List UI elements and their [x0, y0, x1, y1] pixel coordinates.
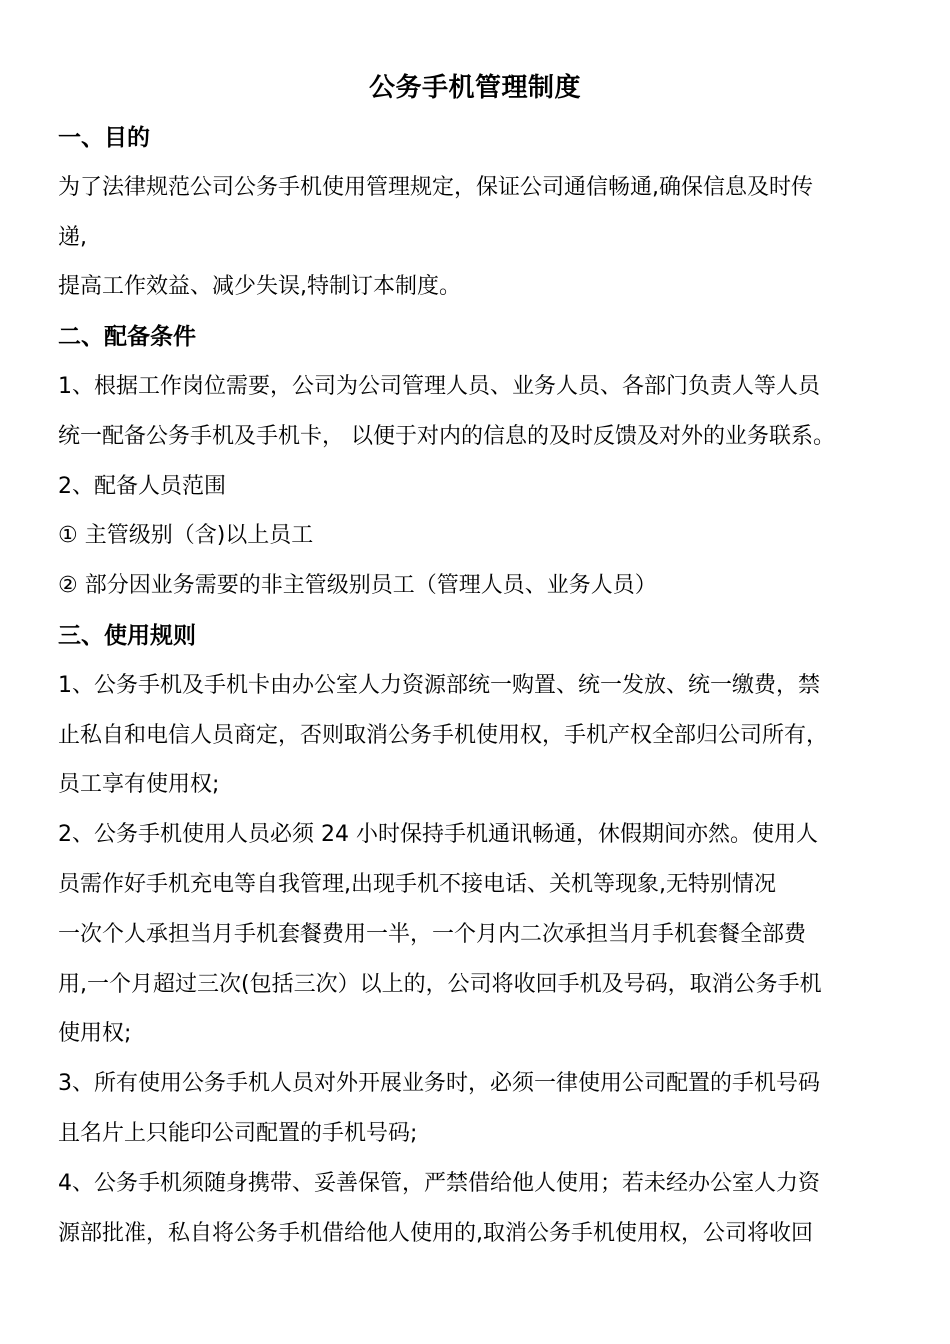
paragraph-line: 且名片上只能印公司配置的手机号码;	[58, 1121, 418, 1146]
section-heading: 三、使用规则	[58, 623, 196, 649]
section-heading: 一、目的	[58, 125, 150, 151]
paragraph-line: 提高工作效益、减少失误,特制订本制度。	[58, 274, 461, 299]
paragraph-line: 员工享有使用权;	[58, 772, 220, 797]
paragraph-line: 递,	[58, 225, 87, 250]
paragraph-line: 4、公务手机须随身携带、妥善保管，严禁借给他人使用；若未经办公室人力资	[58, 1171, 820, 1196]
paragraph-line: 员需作好手机充电等自我管理,出现手机不接电话、关机等现象,无特别情况	[58, 872, 776, 897]
section-heading: 二、配备条件	[58, 324, 196, 350]
paragraph-line: 止私自和电信人员商定，否则取消公务手机使用权，手机产权全部归公司所有，	[58, 723, 829, 748]
document-title: 公务手机管理制度	[368, 73, 581, 103]
paragraph-line: 一次个人承担当月手机套餐费用一半，一个月内二次承担当月手机套餐全部费	[58, 922, 807, 947]
paragraph-line: 2、配备人员范围	[58, 474, 226, 499]
paragraph-line: 源部批准，私自将公务手机借给他人使用的,取消公务手机使用权，公司将收回	[58, 1221, 813, 1246]
paragraph-line: 1、公务手机及手机卡由办公室人力资源部统一购置、统一发放、统一缴费，禁	[58, 673, 820, 698]
paragraph-line: 3、所有使用公务手机人员对外开展业务时，必须一律使用公司配置的手机号码	[58, 1071, 820, 1096]
paragraph-line: 用,一个月超过三次(包括三次）以上的，公司将收回手机及号码，取消公务手机	[58, 972, 822, 997]
paragraph-line: 统一配备公务手机及手机卡， 以便于对内的信息的及时反馈及对外的业务联系。	[58, 424, 835, 449]
paragraph-line: ① 主管级别（含)以上员工	[58, 523, 314, 548]
paragraph-line: 使用权;	[58, 1021, 132, 1046]
paragraph-line: 为了法律规范公司公务手机使用管理规定，保证公司通信畅通,确保信息及时传	[58, 175, 813, 200]
paragraph-line: 2、公务手机使用人员必须 24 小时保持手机通讯畅通，休假期间亦然。使用人	[58, 822, 818, 847]
paragraph-line: ② 部分因业务需要的非主管级别员工（管理人员、业务人员）	[58, 573, 657, 598]
paragraph-line: 1、根据工作岗位需要，公司为公司管理人员、业务人员、各部门负责人等人员	[58, 374, 820, 399]
